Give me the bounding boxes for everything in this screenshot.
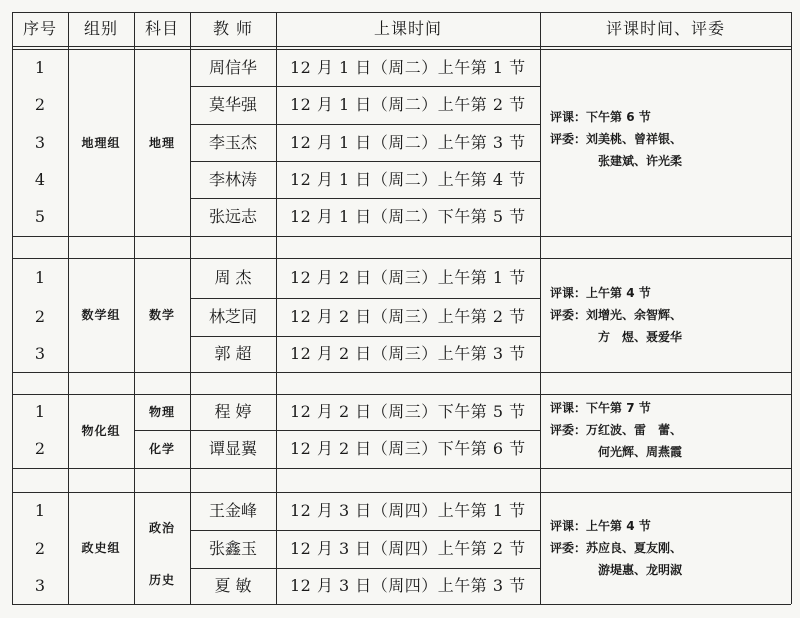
judges-line: 方 煜、聂爱华 [598, 330, 683, 344]
row-teacher: 王金峰 [208, 501, 257, 520]
row-seq: 1 [34, 402, 46, 421]
row-teacher: 张远志 [208, 207, 257, 226]
row-seq: 1 [34, 501, 46, 520]
group-label: 地理组 [81, 135, 121, 150]
table-rule [12, 236, 791, 237]
row-time: 12 月 3 日（周四）上午第 3 节 [290, 576, 526, 595]
review-label: 评课： [550, 286, 587, 300]
subject-label: 数学 [148, 308, 175, 322]
row-time: 12 月 3 日（周四）上午第 1 节 [290, 501, 526, 520]
row-seq: 2 [34, 307, 46, 326]
header-review: 评课时间、评委 [605, 19, 725, 38]
row-teacher: 周 杰 [214, 268, 252, 287]
row-teacher: 李玉杰 [208, 132, 257, 152]
row-seq: 5 [34, 207, 46, 226]
row-teacher: 李林涛 [208, 169, 257, 189]
review-label: 评课： [550, 401, 587, 415]
review-label: 评课： [550, 519, 587, 533]
judges-label: 评委： [550, 541, 587, 555]
group-label: 数学组 [81, 308, 121, 322]
table-rule [540, 12, 541, 604]
judges-line: 刘美桃、曾祥银、 [586, 132, 683, 146]
review-time: 下午第 6 节 [586, 110, 651, 124]
review-time: 上午第 4 节 [586, 286, 651, 300]
row-teacher: 张鑫玉 [208, 539, 257, 558]
review-block [550, 397, 682, 463]
row-time: 12 月 2 日（周三）下午第 5 节 [290, 402, 526, 421]
header-subject: 科目 [144, 19, 179, 38]
header-group: 组别 [83, 19, 118, 38]
table-rule [12, 46, 791, 47]
subject-label: 物理 [148, 405, 175, 419]
judges-line: 苏应良、夏友刚、 [586, 541, 683, 555]
row-time: 12 月 2 日（周三）上午第 3 节 [290, 344, 526, 363]
row-teacher: 谭显翼 [208, 439, 257, 458]
review-block [550, 282, 682, 348]
row-teacher: 郭 超 [214, 344, 252, 363]
row-seq: 3 [34, 344, 46, 363]
subject-label: 地理 [148, 135, 175, 150]
header-seq: 序号 [22, 19, 57, 38]
judges-line: 刘增光、余智辉、 [586, 308, 683, 322]
row-teacher: 周信华 [208, 57, 257, 77]
table-rule [12, 372, 791, 373]
row-seq: 1 [34, 57, 46, 77]
row-teacher: 林芝同 [208, 307, 257, 326]
row-seq: 2 [34, 95, 46, 114]
row-teacher: 夏 敏 [214, 576, 252, 595]
judges-label: 评委： [550, 308, 587, 322]
subject-label: 政治 [148, 521, 175, 535]
row-seq: 4 [34, 169, 46, 189]
subject-label: 历史 [148, 573, 175, 587]
review-block [550, 515, 682, 581]
row-time: 12 月 3 日（周四）上午第 2 节 [290, 539, 526, 558]
row-time: 12 月 1 日（周二）上午第 4 节 [290, 169, 526, 189]
row-teacher: 程 婷 [214, 402, 252, 421]
judges-label: 评委： [550, 423, 587, 437]
subject-label: 化学 [148, 442, 175, 456]
row-teacher: 莫华强 [208, 95, 257, 114]
group-label: 政史组 [81, 541, 121, 555]
review-time: 上午第 4 节 [586, 519, 651, 533]
row-time: 12 月 1 日（周二）上午第 1 节 [290, 57, 526, 77]
row-time: 12 月 1 日（周二）上午第 2 节 [290, 95, 526, 114]
row-seq: 3 [34, 132, 46, 152]
row-time: 12 月 2 日（周三）下午第 6 节 [290, 439, 526, 458]
judges-line: 何光辉、周燕霞 [598, 445, 683, 459]
judges-line: 游堤惠、龙明淑 [598, 563, 683, 577]
header-teacher: 教 师 [212, 19, 254, 38]
review-block [550, 106, 682, 172]
judges-line: 张建斌、许光柔 [598, 154, 683, 168]
judges-label: 评委： [550, 132, 587, 146]
header-time: 上课时间 [373, 19, 442, 38]
row-seq: 3 [34, 576, 46, 595]
review-label: 评课： [550, 110, 587, 124]
row-time: 12 月 2 日（周三）上午第 2 节 [290, 307, 526, 326]
row-time: 12 月 1 日（周二）下午第 5 节 [290, 207, 526, 226]
table-rule [12, 604, 791, 605]
row-time: 12 月 1 日（周二）上午第 3 节 [290, 132, 526, 152]
judges-line: 万红波、雷 蕾、 [586, 423, 683, 437]
row-time: 12 月 2 日（周三）上午第 1 节 [290, 268, 526, 287]
row-seq: 2 [34, 539, 46, 558]
row-seq: 2 [34, 439, 46, 458]
table-rule [12, 468, 791, 469]
review-time: 下午第 7 节 [586, 401, 651, 415]
table-rule [791, 12, 792, 604]
row-seq: 1 [34, 268, 46, 287]
group-label: 物化组 [81, 424, 121, 438]
